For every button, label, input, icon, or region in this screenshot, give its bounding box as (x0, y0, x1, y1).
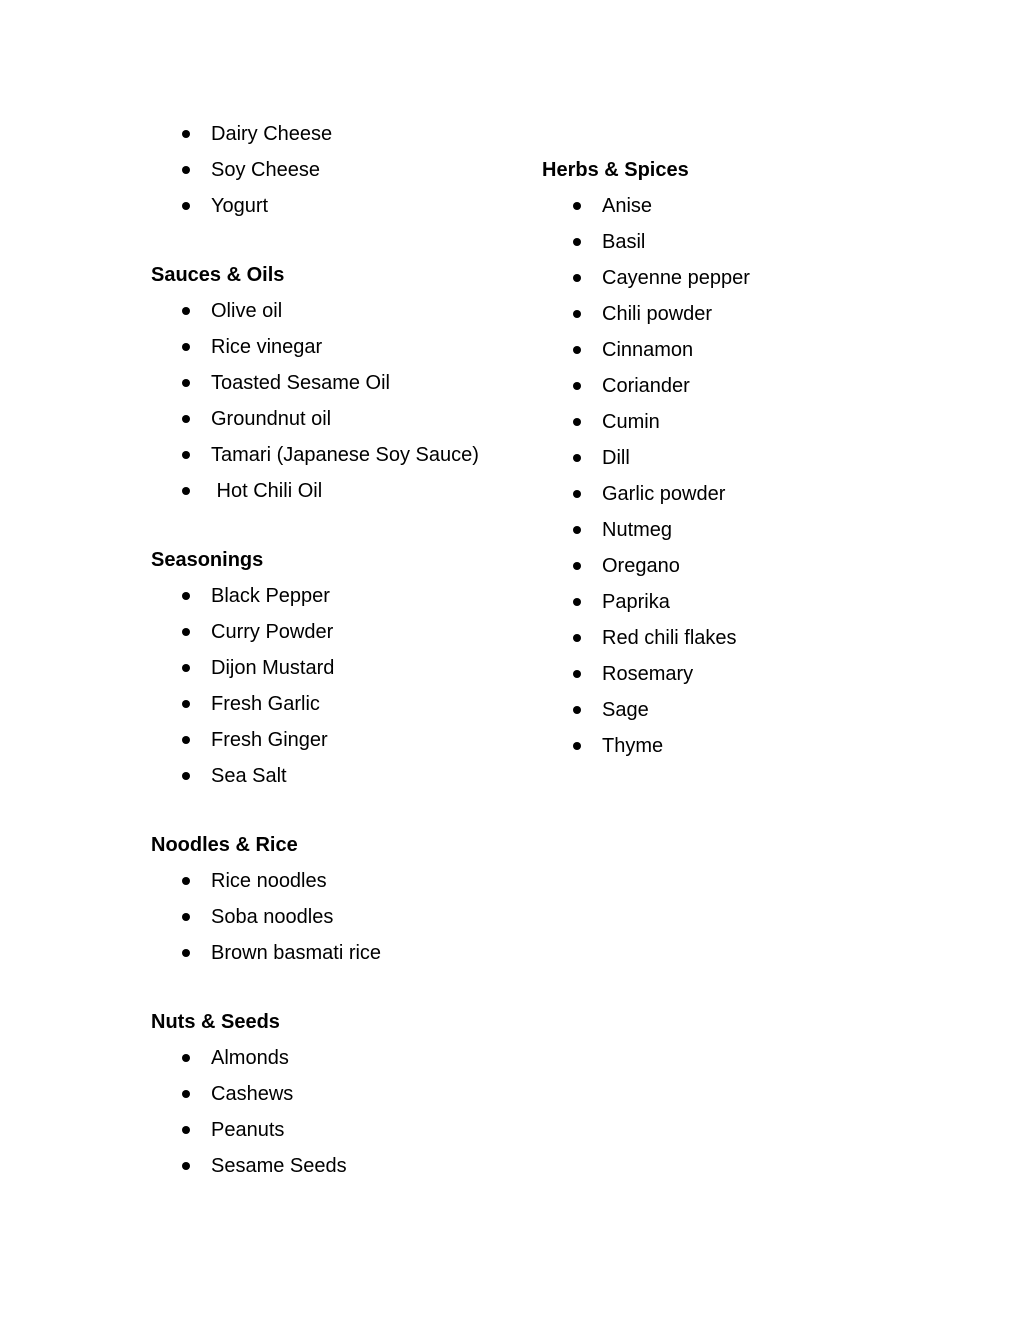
left-column (151, 116, 531, 1184)
list-item (151, 686, 531, 722)
list-item-label: Dill (602, 447, 630, 469)
list-item-label: Sea Salt (211, 765, 287, 787)
bullet-icon (573, 346, 581, 354)
list-item-label: Coriander (602, 375, 690, 397)
list-item-label: Black Pepper (211, 585, 330, 607)
list-item-label: Thyme (602, 735, 664, 757)
list-item-label: Nutmeg (602, 519, 673, 541)
item-list (542, 188, 922, 764)
section-sauces-oils (151, 257, 531, 509)
list-item (542, 332, 922, 368)
list-item (151, 116, 531, 152)
list-item-label: Tamari (Japanese Soy Sauce) (211, 444, 479, 466)
item-list (151, 1040, 531, 1184)
section-heading: Sauces & Oils (151, 264, 285, 286)
list-item-label: Basil (602, 231, 646, 253)
bullet-icon (182, 343, 190, 351)
list-item (542, 548, 922, 584)
section-noodles-rice (151, 827, 531, 971)
list-item (542, 692, 922, 728)
list-item (151, 1040, 531, 1076)
list-item (151, 1076, 531, 1112)
list-item-label: Sage (602, 699, 649, 721)
bullet-icon (573, 274, 581, 282)
bullet-icon (182, 1162, 190, 1170)
list-item-label: Peanuts (211, 1119, 285, 1141)
list-item (151, 863, 531, 899)
list-item (151, 293, 531, 329)
bullet-icon (573, 526, 581, 534)
bullet-icon (182, 451, 190, 459)
list-item-label: Cayenne pepper (602, 267, 750, 289)
list-item (151, 188, 531, 224)
bullet-icon (182, 913, 190, 921)
list-item (151, 1112, 531, 1148)
bullet-icon (573, 490, 581, 498)
list-item (151, 614, 531, 650)
list-item (542, 224, 922, 260)
list-item-label: Sesame Seeds (211, 1155, 347, 1177)
spacer (151, 794, 531, 827)
spacer (151, 509, 531, 542)
list-item-label: Olive oil (211, 300, 283, 322)
bullet-icon (182, 307, 190, 315)
bullet-icon (573, 418, 581, 426)
bullet-icon (182, 700, 190, 708)
list-item (542, 584, 922, 620)
list-item (151, 329, 531, 365)
section-heading: Nuts & Seeds (151, 1011, 280, 1033)
bullet-icon (573, 634, 581, 642)
list-item-label: Cinnamon (602, 339, 694, 361)
list-item (151, 758, 531, 794)
list-item-label: Yogurt (211, 195, 269, 217)
list-item-label: Curry Powder (211, 621, 334, 643)
bullet-icon (573, 562, 581, 570)
list-item (542, 476, 922, 512)
list-item (151, 578, 531, 614)
bullet-icon (573, 742, 581, 750)
list-item-label: Rice noodles (211, 870, 327, 892)
list-item (542, 404, 922, 440)
list-item (542, 296, 922, 332)
right-column (542, 152, 922, 764)
bullet-icon (182, 772, 190, 780)
list-item-label: Rice vinegar (211, 336, 323, 358)
bullet-icon (182, 379, 190, 387)
item-list (151, 293, 531, 509)
section-heading: Herbs & Spices (542, 159, 689, 181)
bullet-icon (182, 1054, 190, 1062)
bullet-icon (573, 238, 581, 246)
list-item (542, 728, 922, 764)
bullet-icon (182, 1090, 190, 1098)
bullet-icon (573, 670, 581, 678)
bullet-icon (573, 454, 581, 462)
section-nuts-seeds (151, 1004, 531, 1184)
list-item-label: Fresh Garlic (211, 693, 320, 715)
bullet-icon (573, 310, 581, 318)
list-item (151, 722, 531, 758)
list-item (151, 473, 531, 509)
list-item (151, 899, 531, 935)
section-herbs-spices (542, 152, 922, 764)
list-item-label: Hot Chili Oil (211, 480, 323, 502)
list-item-label: Groundnut oil (211, 408, 332, 430)
list-item-label: Fresh Ginger (211, 729, 328, 751)
spacer (151, 224, 531, 257)
list-item (151, 437, 531, 473)
list-item-label: Paprika (602, 591, 670, 613)
list-item-label: Oregano (602, 555, 680, 577)
section-seasonings (151, 542, 531, 794)
list-item (151, 935, 531, 971)
bullet-icon (573, 202, 581, 210)
bullet-icon (182, 1126, 190, 1134)
bullet-icon (182, 415, 190, 423)
list-item-label: Chili powder (602, 303, 713, 325)
list-item-label: Dairy Cheese (211, 123, 333, 145)
list-item-label: Cumin (602, 411, 660, 433)
list-item-label: Soy Cheese (211, 159, 320, 181)
section-heading: Noodles & Rice (151, 834, 298, 856)
list-item-label: Soba noodles (211, 906, 334, 928)
section-heading: Seasonings (151, 549, 264, 571)
bullet-icon (182, 130, 190, 138)
bullet-icon (182, 664, 190, 672)
list-item (151, 401, 531, 437)
list-item (151, 365, 531, 401)
bullet-icon (182, 628, 190, 636)
bullet-icon (573, 382, 581, 390)
spacer (151, 971, 531, 1004)
bullet-icon (573, 598, 581, 606)
list-item (151, 1148, 531, 1184)
list-item-label: Red chili flakes (602, 627, 737, 649)
list-item-label: Garlic powder (602, 483, 726, 505)
item-list (151, 578, 531, 794)
list-item (542, 188, 922, 224)
bullet-icon (573, 706, 581, 714)
list-item (151, 152, 531, 188)
list-item (542, 512, 922, 548)
bullet-icon (182, 877, 190, 885)
list-item-label: Rosemary (602, 663, 694, 685)
list-item (542, 260, 922, 296)
list-item-label: Brown basmati rice (211, 942, 382, 964)
list-item-label: Toasted Sesame Oil (211, 372, 390, 394)
bullet-icon (182, 949, 190, 957)
list-item-label: Anise (602, 195, 653, 217)
list-item-label: Almonds (211, 1047, 289, 1069)
bullet-icon (182, 166, 190, 174)
list-item-label: Dijon Mustard (211, 657, 335, 679)
bullet-icon (182, 487, 190, 495)
list-item (542, 656, 922, 692)
list-item (542, 368, 922, 404)
top-item-list (151, 116, 531, 224)
list-item (542, 620, 922, 656)
bullet-icon (182, 202, 190, 210)
list-item (151, 650, 531, 686)
item-list (151, 863, 531, 971)
list-item (542, 440, 922, 476)
bullet-icon (182, 592, 190, 600)
list-item-label: Cashews (211, 1083, 294, 1105)
bullet-icon (182, 736, 190, 744)
